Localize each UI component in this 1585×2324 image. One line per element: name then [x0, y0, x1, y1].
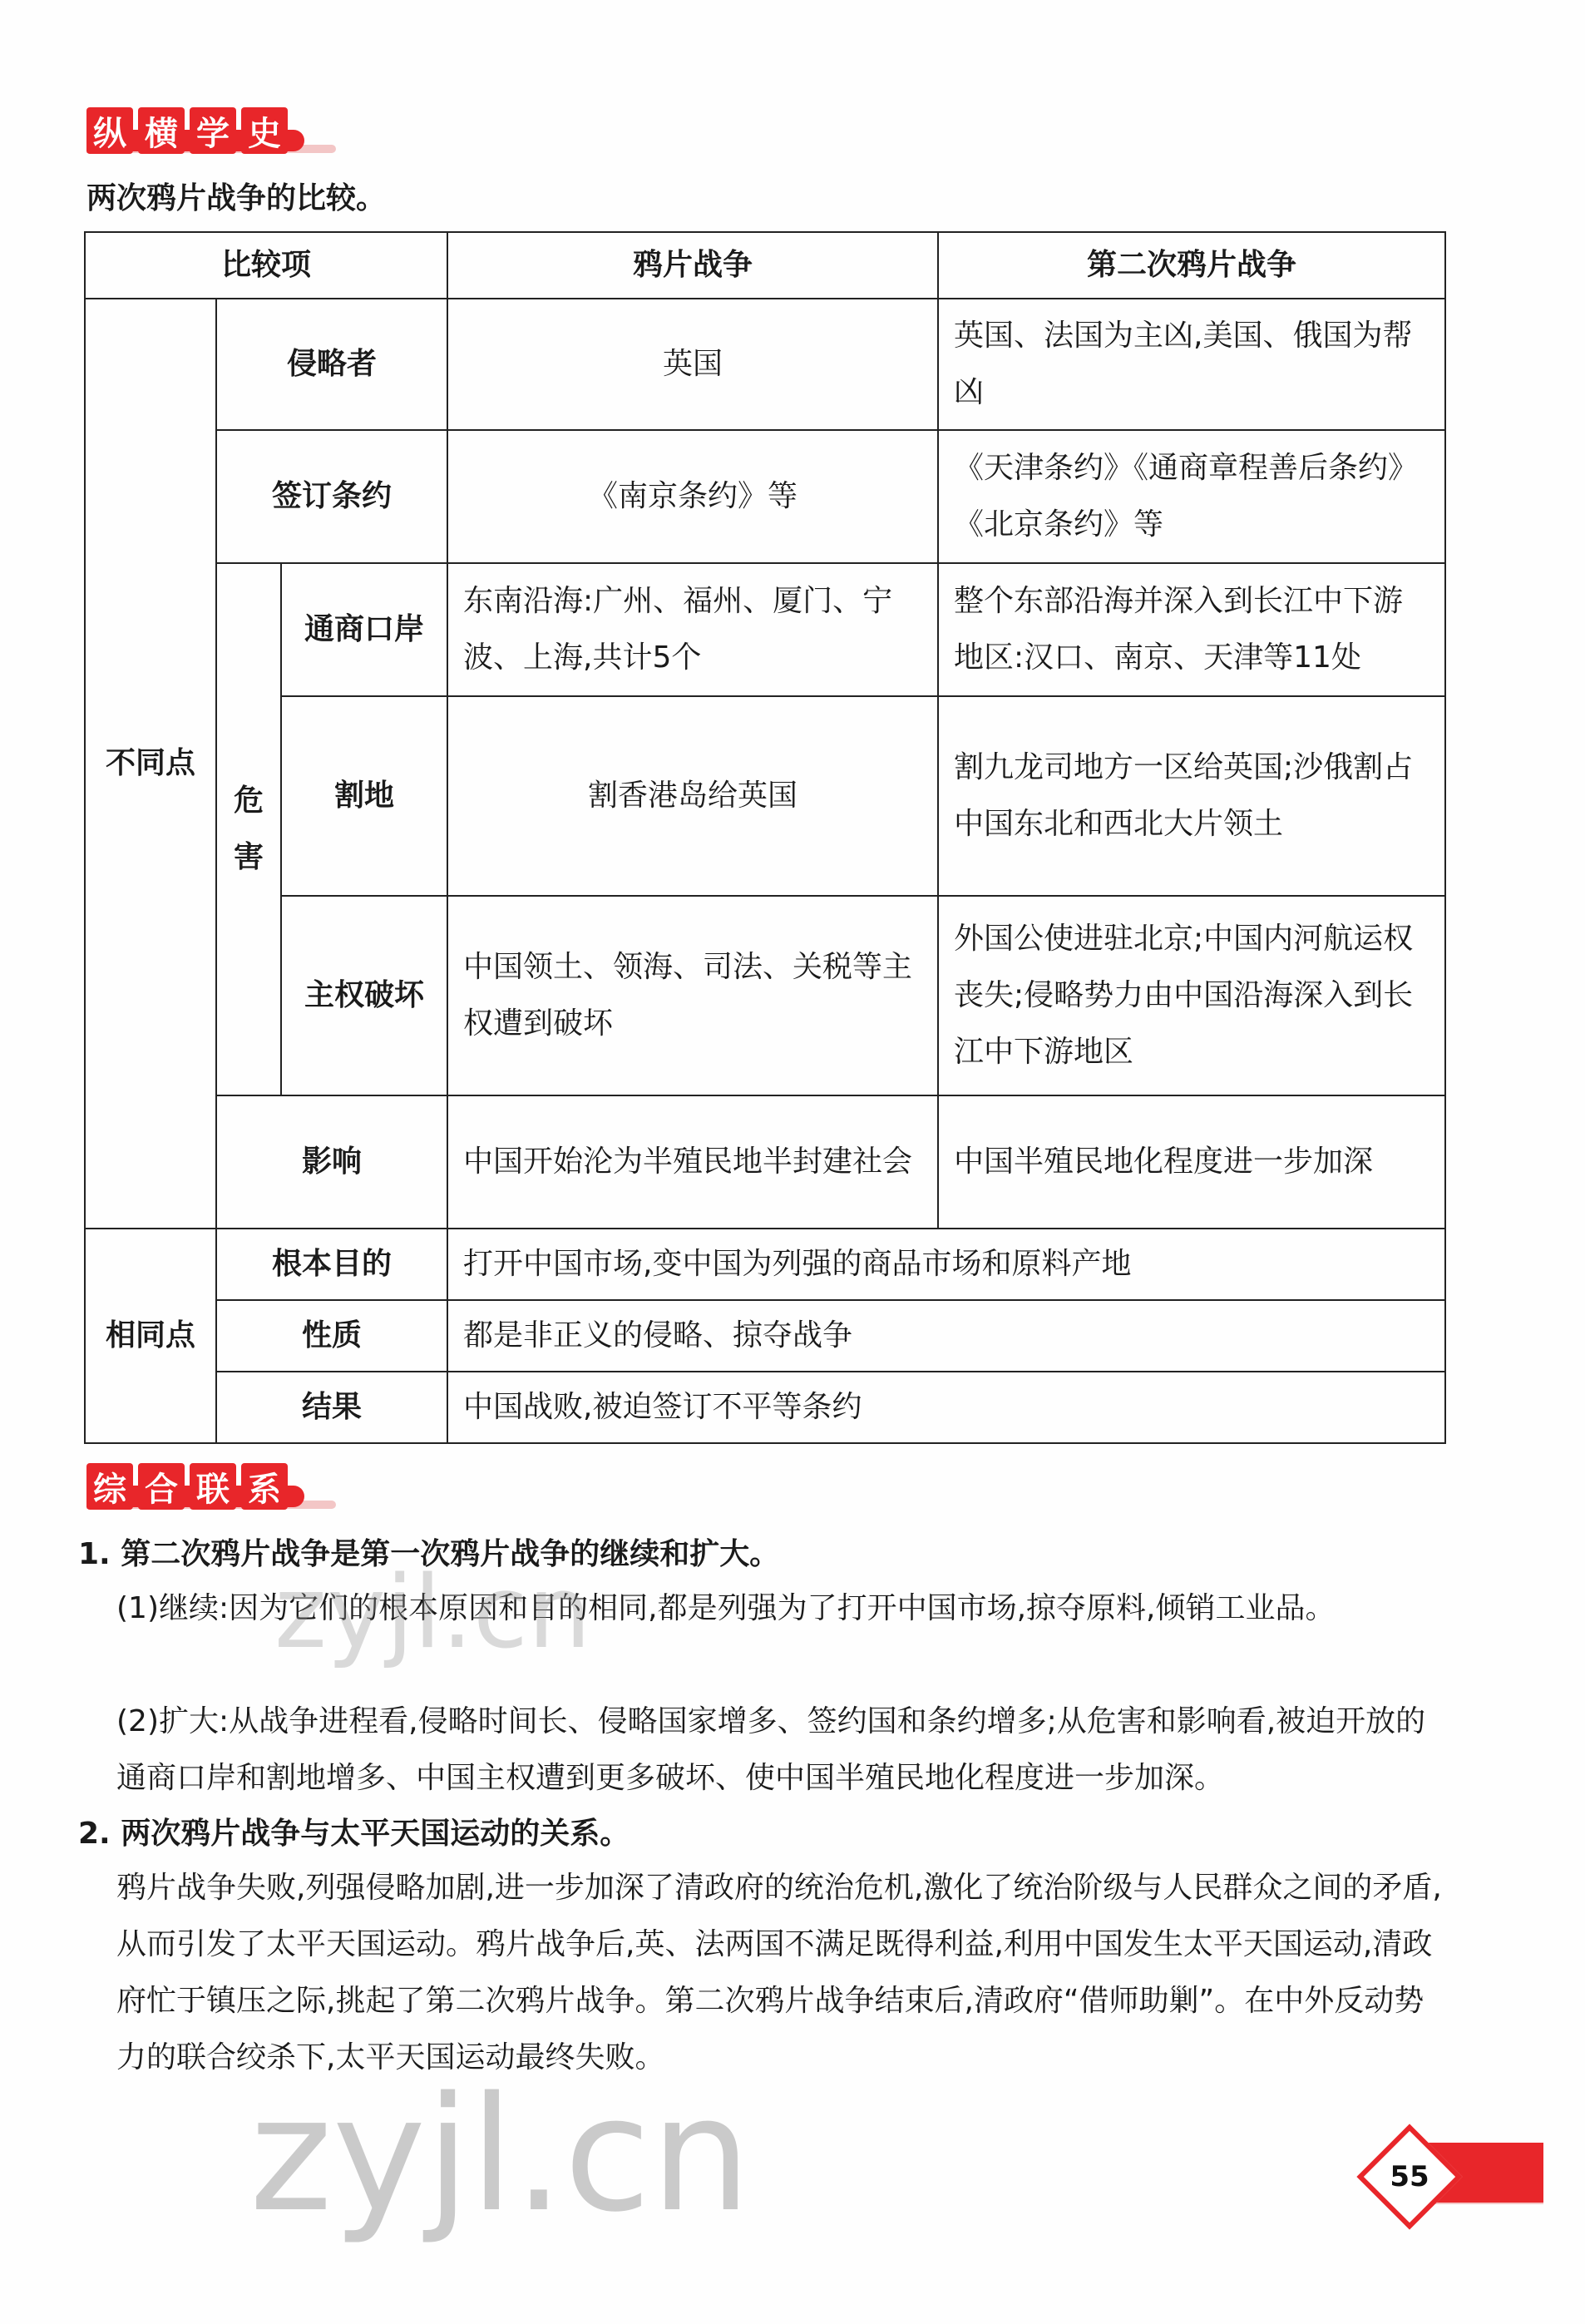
badge-char: 系 — [241, 1463, 288, 1510]
table-row — [85, 1372, 1445, 1443]
row-first: 割香港岛给英国 — [447, 696, 938, 896]
row-first: 中国领土、领海、司法、关税等主权遭到破坏 — [447, 896, 938, 1095]
row-second: 《天津条约》《通商章程善后条约》《北京条约》等 — [938, 430, 1445, 563]
harm-label — [216, 563, 281, 1095]
row-first: 《南京条约》等 — [447, 430, 938, 563]
badge-char: 史 — [241, 107, 288, 154]
badge-char: 综 — [86, 1463, 133, 1510]
point-2-title: 2. 两次鸦片战争与太平天国运动的关系。 — [78, 1817, 630, 1851]
table-row — [85, 1300, 1445, 1372]
row-second: 中国半殖民地化程度进一步加深 — [938, 1095, 1445, 1229]
same-label: 相同点 — [85, 1229, 216, 1443]
same-text: 都是非正义的侵略、掠夺战争 — [447, 1300, 1445, 1372]
badge-char: 联 — [190, 1463, 236, 1510]
same-item: 性质 — [216, 1300, 447, 1372]
table-row — [85, 1095, 1445, 1229]
row-second: 外国公使进驻北京;中国内河航运权丧失;侵略势力由中国沿海深入到长江中下游地区 — [938, 896, 1445, 1095]
same-item: 结果 — [216, 1372, 447, 1443]
badge-char: 学 — [190, 107, 236, 154]
watermark: zyjl.cn — [274, 1555, 591, 1671]
row-first: 东南沿海:广州、福州、厦门、宁波、上海,共计5个 — [447, 563, 938, 696]
row-second: 整个东部沿海并深入到长江中下游地区:汉口、南京、天津等11处 — [938, 563, 1445, 696]
table-row — [85, 896, 1445, 1095]
row-first: 中国开始沦为半殖民地半封建社会 — [447, 1095, 938, 1229]
badge-char: 合 — [138, 1463, 185, 1510]
header-first-war: 鸦片战争 — [447, 232, 938, 299]
row-item: 主权破坏 — [281, 896, 447, 1095]
table-row — [85, 430, 1445, 563]
harm-char: 害 — [233, 840, 264, 874]
section-badge-connection — [86, 1461, 288, 1512]
table-row — [85, 696, 1445, 896]
diff-label: 不同点 — [85, 299, 216, 1229]
row-item: 通商口岸 — [281, 563, 447, 696]
row-item: 影响 — [216, 1095, 447, 1229]
row-item: 签订条约 — [216, 430, 447, 563]
comparison-table — [84, 231, 1446, 1444]
row-first: 英国 — [447, 299, 938, 430]
header-item: 比较项 — [85, 232, 447, 299]
section-badge-history — [86, 105, 288, 156]
point-1-expansion: (2)扩大:从战争进程看,侵略时间长、侵略国家增多、签约国和条约增多;从危害和影响看,被迫开放的通商口岸和割地增多、中国主权遭到更多破坏、使中国半殖民地化程度进一步加深。 — [116, 1704, 1426, 1795]
point-1-title: 1. 第二次鸦片战争是第一次鸦片战争的继续和扩大。 — [78, 1537, 780, 1571]
page-number: 55 — [1390, 2160, 1429, 2193]
point-1-continuation: (1)继续:因为它们的根本原因和目的相同,都是列强为了打开中国市场,掠夺原料,倾销工业品。 — [116, 1591, 1336, 1625]
same-text: 打开中国市场,变中国为列强的商品市场和原料产地 — [447, 1229, 1445, 1300]
comparison-title: 两次鸦片战争的比较。 — [86, 181, 387, 215]
table-row — [85, 1229, 1445, 1300]
row-item: 割地 — [281, 696, 447, 896]
table-header-row — [85, 232, 1445, 299]
page-number-badge — [1352, 2134, 1543, 2204]
table-row — [85, 299, 1445, 430]
watermark: zyjl.cn — [249, 2063, 752, 2247]
same-item: 根本目的 — [216, 1229, 447, 1300]
header-second-war: 第二次鸦片战争 — [938, 232, 1445, 299]
badge-char: 纵 — [86, 107, 133, 154]
point-2-text: 鸦片战争失败,列强侵略加剧,进一步加深了清政府的统治危机,激化了统治阶级与人民群众之间的矛盾,从而引发了太平天国运动。鸦片战争后,英、法两国不满足既得利益,利用中国发生太平天国运动,清政府忙于镇压之际,挑起了第二次鸦片战争。第二次鸦片战争结束后,清政府“借师助剿”。在中外反动势力的联合绞杀下,太平天国运动最终失败。 — [116, 1871, 1442, 2074]
harm-char: 危 — [233, 784, 264, 818]
badge-char: 横 — [138, 107, 185, 154]
table-row — [85, 563, 1445, 696]
row-item: 侵略者 — [216, 299, 447, 430]
same-text: 中国战败,被迫签订不平等条约 — [447, 1372, 1445, 1443]
row-second: 割九龙司地方一区给英国;沙俄割占中国东北和西北大片领土 — [938, 696, 1445, 896]
row-second: 英国、法国为主凶,美国、俄国为帮凶 — [938, 299, 1445, 430]
